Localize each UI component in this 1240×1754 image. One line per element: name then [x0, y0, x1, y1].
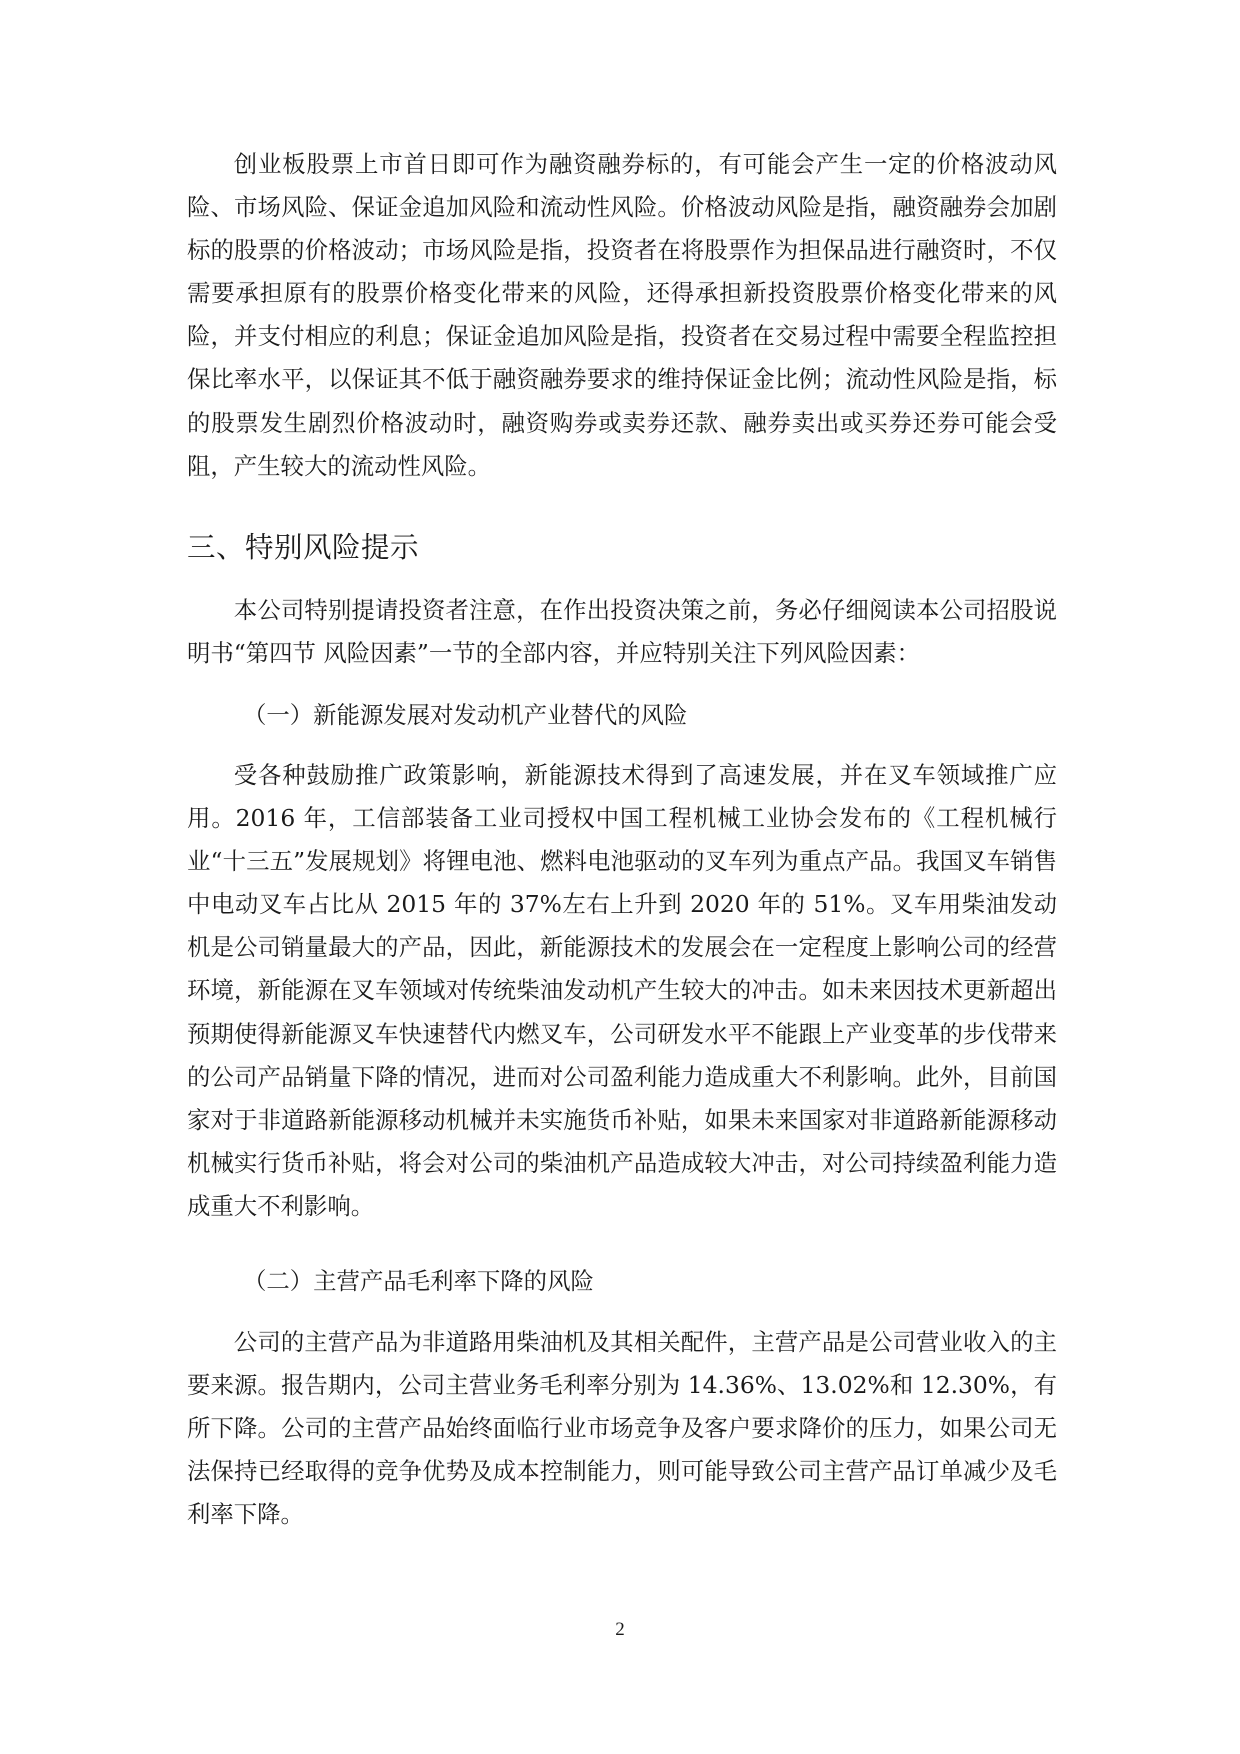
paragraph-gross-margin-risk: 公司的主营产品为非道路用柴油机及其相关配件，主营产品是公司营业收入的主要来源。报告期内，公司主营业务毛利率分别为 14.36%、13.02%和 12.30%，有所下降。公司的主营产品始终面临行业市场竞争及客户要求降价的压力，如果公司无法保持已经取得的竞争优势及成本控制能力，则可能导致公司主营产品订单减少及毛利率下降。: [187, 1328, 1057, 1529]
subheading-gross-margin-risk: （二）主营产品毛利率下降的风险: [243, 1267, 594, 1295]
subheading-new-energy-risk: （一）新能源发展对发动机产业替代的风险: [243, 701, 688, 729]
section-heading-special-risk: 三、特别风险提示: [187, 531, 420, 564]
paragraph-margin-trading-risk: 创业板股票上市首日即可作为融资融券标的，有可能会产生一定的价格波动风险、市场风险、保证金追加风险和流动性风险。价格波动风险是指，融资融券会加剧标的股票的价格波动；市场风险是指，投资者在将股票作为担保品进行融资时，不仅需要承担原有的股票价格变化带来的风险，还得承担新投资股票价格变化带来的风险，并支付相应的利息；保证金追加风险是指，投资者在交易过程中需要全程监控担保比率水平，以保证其不低于融资融券要求的维持保证金比例；流动性风险是指，标的股票发生剧烈价格波动时，融资购券或卖券还款、融券卖出或买券还券可能会受阻，产生较大的流动性风险。: [187, 150, 1057, 480]
page-number: 2: [615, 1619, 625, 1640]
paragraph-investor-notice: 本公司特别提请投资者注意，在作出投资决策之前，务必仔细阅读本公司招股说明书“第四节 风险因素”一节的全部内容，并应特别关注下列风险因素：: [187, 596, 1057, 668]
paragraph-new-energy-risk: 受各种鼓励推广政策影响，新能源技术得到了高速发展，并在叉车领域推广应用。2016 年，工信部装备工业司授权中国工程机械工业协会发布的《工程机械行业“十三五”发展规划》将锂电池、燃料电池驱动的叉车列为重点产品。我国叉车销售中电动叉车占比从 2015 年的 37%左右上升到 2020 年的 51%。叉车用柴油发动机是公司销量最大的产品，因此，新能源技术的发展会在一定程度上影响公司的经营环境，新能源在叉车领域对传统柴油发动机产生较大的冲击。如未来因技术更新超出预期使得新能源叉车快速替代内燃叉车，公司研发水平不能跟上产业变革的步伐带来的公司产品销量下降的情况，进而对公司盈利能力造成重大不利影响。此外，目前国家对于非道路新能源移动机械并未实施货币补贴，如果未来国家对非道路新能源移动机械实行货币补贴，将会对公司的柴油机产品造成较大冲击，对公司持续盈利能力造成重大不利影响。: [187, 761, 1057, 1220]
